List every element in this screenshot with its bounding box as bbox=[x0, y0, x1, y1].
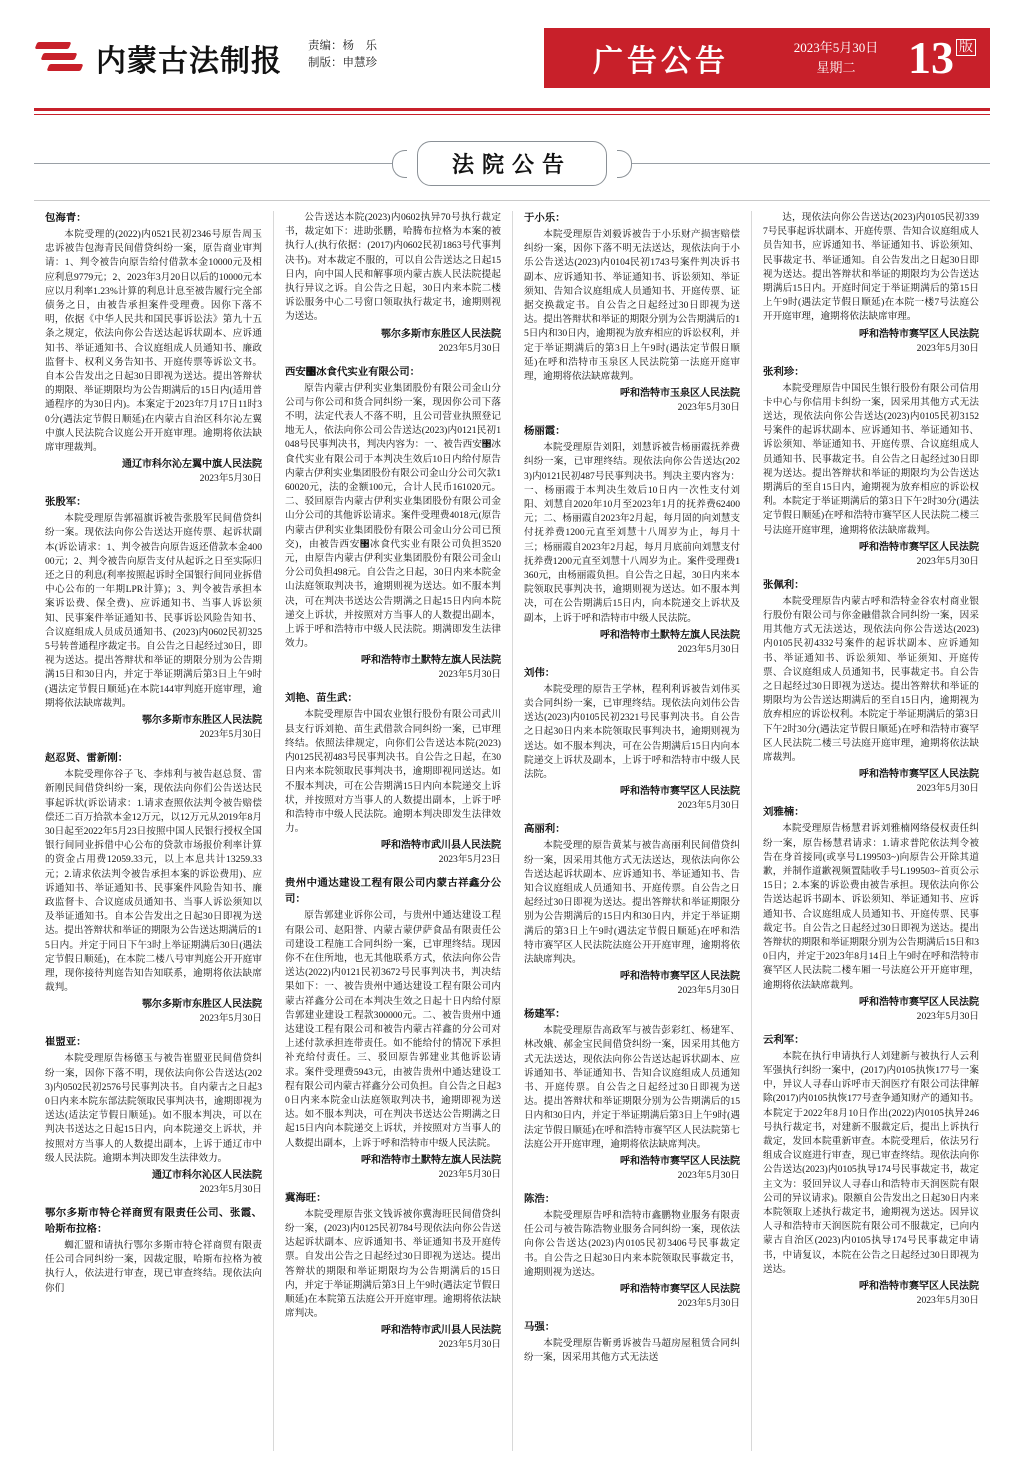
notice-body: 本院受理原告郭福旗诉被告张殷军民间借贷纠纷一案。现依法向你公告送达开庭传票、起诉状副本(诉讼请求：1、判令被告向原告返还借款本金40000元；2、判令被告向原告支付从起诉之日至实际归还之日的利息(利率按照起诉时全国银行间同业拆借中心公布的一年期LPR计算)；3、判令被告承担本案诉讼费、保全费)、应诉通知书、当事人诉讼须知、民事案件举证通知书、民事诉讼风险告知书、合议庭组成人员成员通知书、(2023)内0602民初3255号转普通程序裁定书。自公告之日起经过30日，即视为送达。提出答辩状和举证的期限分别为公告期满15日和30日内，并定于举证期满后第3日上午9时(遇法定节假日顺延)在本院144审判庭开庭审理，逾期将依法缺席裁判。 bbox=[45, 513, 262, 709]
notice-date: 2023年5月30日 bbox=[199, 729, 262, 741]
masthead-rule-thin bbox=[34, 114, 990, 115]
notice-date: 2023年5月30日 bbox=[677, 402, 740, 414]
section-cap-left bbox=[392, 150, 407, 178]
notice-party: 冀海旺： bbox=[285, 1192, 327, 1204]
notice-body: 本院受理原告中国民生银行股份有限公司信用卡中心与你信用卡纠纷一案，因采用其他方式无法送达，现依法向你公告送达(2023)内0105民初3152号案件的起诉状副本、应诉通知书、举证通知书、诉讼须知、举证通知书、开庭传票、合议庭组成人员通知书、民事裁定书。自公告之日起经过30日即视为送达。提出答辩状和举证的期限均为公告送达期满后的至自15日内，逾期视为放弃相应的诉讼权利。本院定于举证期满后的第3日下午2时30分(遇法定节假日顺延)在呼和浩特市赛罕区人民法院二楼三号法庭开庭审理，逾期将依法缺席裁判。 bbox=[763, 382, 979, 536]
column-4 bbox=[751, 211, 990, 1451]
paper-logo bbox=[34, 28, 282, 80]
section-cap-right bbox=[617, 150, 632, 178]
notice-date: 2023年5月30日 bbox=[916, 783, 979, 795]
notice-item bbox=[763, 211, 979, 356]
notice-party: 刘雅楠： bbox=[763, 807, 805, 819]
notice-party: 崔盟亚： bbox=[45, 1037, 87, 1049]
notice-date: 2023年5月30日 bbox=[677, 800, 740, 812]
notice-item bbox=[763, 805, 979, 1023]
notice-date: 2023年5月30日 bbox=[677, 1169, 740, 1181]
notice-item bbox=[285, 1191, 501, 1353]
notice-party: 西安঳冰食代实业有限公司： bbox=[285, 366, 421, 378]
notice-date: 2023年5月30日 bbox=[916, 1010, 979, 1022]
column-3 bbox=[512, 211, 751, 1451]
notice-item bbox=[763, 365, 979, 569]
notice-court: 呼和浩特市赛罕区人民法院 bbox=[620, 786, 740, 798]
notice-item bbox=[285, 365, 501, 683]
notice-court: 呼和浩特市赛罕区人民法院 bbox=[859, 541, 979, 553]
issue-weekday: 星期二 bbox=[816, 60, 856, 75]
notice-item bbox=[524, 211, 740, 415]
notice-date: 2023年5月30日 bbox=[677, 985, 740, 997]
notice-date: 2023年5月30日 bbox=[677, 1297, 740, 1309]
masthead-right bbox=[544, 28, 990, 88]
notice-court: 呼和浩特市赛罕区人民法院 bbox=[859, 769, 979, 781]
notice-party: 张利珍： bbox=[763, 366, 805, 378]
notice-item bbox=[45, 1035, 262, 1197]
notice-date: 2023年5月30日 bbox=[438, 342, 501, 354]
notice-body: 本院受理原告杨慧君诉刘雅楠网络侵权责任纠纷一案，原告杨慧君请求：1.请求普陀依法判令被告在身首接同(或享号L199503~)向原告公开除其道歉，并制作道歉视频置陆收手号L199503~首页公示15日；2.本案的诉讼费由被告承担。现依法向你公告送达起诉书副本、诉讼须知、举证通知书、应诉通知书、合议庭组成人员通知书、开庭传票、民事裁定书。自公告之日起经过30日即视为送达。提出答辩状的期限和举证期限分别为公告期满后15日和30日内，并定于2023年8月14日上午9时在呼和浩特市赛罕区人民法院二楼车厢一号法庭公开开庭审理，逾期将依法缺席裁判。 bbox=[763, 823, 979, 991]
notice-body: 本院受理原告高政军与被告彭彩红、杨建军、林改娥、郝金宝民间借贷纠纷一案，因采用其他方式无法送达，现依法向你公告送达起诉状副本、应诉通知书、举证通知书、告知合议庭组成人员通知书、开庭传票。自公告之日起经过30日即视为送达。提出答辩状和举证期限分别为公告期满后的15日内和30日内，并定于举证期满后第3日上午9时(遇法定节假日顺延)在呼和浩特市赛罕区人民法院第七法庭公开开庭审理，逾期将依法缺席判决。 bbox=[524, 1025, 740, 1150]
section-divider-right bbox=[632, 163, 990, 164]
notice-party: 张殷军： bbox=[45, 497, 87, 509]
notice-item bbox=[524, 1320, 740, 1365]
notice-court: 呼和浩特市赛罕区人民法院 bbox=[859, 328, 979, 340]
masthead bbox=[34, 28, 990, 106]
notice-body: 原告郭建业诉你公司，与贵州中通达建设工程有限公司、赵阳誉、内蒙古蒙伊萨食品有限责任公司建设工程施工合同纠纷一案，已审理终结。现因你不在住所地，也无其他联系方式，依法向你公告送达(2022)内0121民初3672号民事判决书，判决结果如下：一、被告贵州中通达建设工程有限公司内蒙古祥鑫分公司在本判决生效之日起十日内给付原告郭建业建设工程款300000元。二、被告贵州中通达建设工程有限公司和被告内蒙古祥鑫的分公司对上述付款承担连带责任。如不能给付的情况下承担补充给付责任。三、驳回原告郭建业其他诉讼请求。案件受理费5943元，由被告贵州中通达建设工程有限公司内蒙古祥鑫分公司负担。自公告之日起30日内来本院金山法庭领取判决书，逾期即视为送达。如不服本判决，可在判决书送达公告期满之日起15日内向本院递交上诉状，并按照对方当事人的人数提出副本，上诉于呼和浩特市中级人民法院。 bbox=[285, 910, 501, 1149]
notice-date: 2023年5月30日 bbox=[438, 1339, 501, 1351]
notice-date: 2023年5月30日 bbox=[199, 1013, 262, 1025]
notice-court: 鄂尔多斯市东胜区人民法院 bbox=[142, 999, 262, 1011]
notice-party: 于小乐： bbox=[524, 213, 566, 224]
section-divider-left bbox=[34, 163, 392, 164]
notice-item bbox=[45, 1206, 262, 1296]
notice-date: 2023年5月23日 bbox=[438, 854, 501, 866]
notice-date: 2023年5月30日 bbox=[438, 1168, 501, 1180]
notice-date: 2023年5月30日 bbox=[916, 1294, 979, 1306]
credit-layout: 制版：申慧珍 bbox=[308, 57, 377, 69]
page-number: 13 bbox=[908, 32, 954, 83]
notice-date: 2023年5月30日 bbox=[916, 342, 979, 354]
notice-body: 本院受理你谷子飞、李炜利与被告赵总贤、雷新刚民间借贷纠纷一案，现依法向你们公告送达民事起诉状(诉讼请求：1.请求查照依法判令被告赔偿偿还二百万拾款本金12万元，以12万元从2019年8月30日起至2022年5月23日按照中国人民银行授权全国银行间同业拆借中心公布的贷款市场报价利率计算的资金占用费12059.33元，以上本息共计13259.33元；2.请求依法判令被告承担本案的诉讼费用)、应诉通知书、举证通知书、民事案件风险告知书、廉政监督卡、合议庭成员通知书、当事人诉讼须知以及举证通知书。自本公告发出之日起30日即视为送达。提出答辩状和举证的期限为公告送达期满后的15日内。并定于同日下午3时上举证期满后30日(遇法定节假日顺延)，在本院二楼八号审判庭公开开庭审理，现你接待判庭告知告知联系，逾期将依法缺席裁判。 bbox=[45, 769, 262, 994]
notice-item bbox=[524, 424, 740, 657]
notice-date: 2023年5月30日 bbox=[677, 643, 740, 655]
credit-editor: 责编：杨 乐 bbox=[308, 40, 377, 52]
masthead-rule bbox=[34, 108, 990, 111]
notice-body: 原告内蒙古伊利实业集团股份有限公司金山分公司与你公司和货合同纠纷一案，现因你公司下落不明，法定代表人不落不明，且公司营业执照登记地无人，依法向你公司公告送达(2023)内0121民初1048号民事判决书，判决内容为：一、被告西安঳冰食代实业有限公司于本判决生效后10日内给付原告内蒙古伊利实业集团股份有限公司金山分公司欠款160020元，法的金额100元，合计人民币161020元。二、驳回原告内蒙古伊利实业集团股份有限公司金山分公司的其他诉讼请求。案件受理费4018元(原告内蒙古伊利实业集团股份有限公司金山分公司已预交)，由被告西安঳冰食代实业有限公司负担3520元，由原告内蒙古伊利实业集团股份有限公司金山分公司负担498元。自公告之日起，30日内来本院金山法庭领取判决书，逾期则视为送达。如不服本判决，可在判决书送达公告期满之日起15日内向本院递交上诉状，并按照对方当事人的人数提出副本，上诉于呼和浩特市中级人民法院。期满即发生法律效力。 bbox=[285, 382, 501, 650]
notice-court: 呼和浩特市赛罕区人民法院 bbox=[859, 1280, 979, 1292]
notice-court: 呼和浩特市土默特左旗人民法院 bbox=[361, 1154, 501, 1166]
notice-court: 呼和浩特市土默特左旗人民法院 bbox=[361, 655, 501, 667]
notice-body: 蜘汇盟和请执行鄂尔多斯市特仑祥商贸有限责任公司合同纠纷一案，因裁定服，哈斯布拉格为被执行人，依法进行审查，现已审查终结。现依法向你们 bbox=[45, 1239, 262, 1294]
notice-item bbox=[524, 1007, 740, 1183]
notice-body: 本院受理的原告王学林，程利利诉被告刘伟买卖合同纠纷一案，已审理终结。现依法向刘伟公告送达(2023)内0105民初2321号民事判决书。自公告之日起30日内来本院领取民事判决书，逾期则视为送达。如不服本判决，可在公告期满后15日内向本院递交上诉状及副本，上诉于呼和浩特市中级人民法院。 bbox=[524, 683, 740, 781]
notice-court: 通辽市科尔沁区人民法院 bbox=[152, 1169, 262, 1181]
page-unit: 版 bbox=[956, 39, 976, 56]
notice-party: 包海青： bbox=[45, 213, 87, 224]
notice-item bbox=[524, 1192, 740, 1311]
notice-body: 本院受理原告呼和浩特市鑫鹏物业服务有限责任公司与被告陈浩物业服务合同纠纷一案，现依法向你公告送达(2023)内0105民初3406号民事裁定书。自公告之日起30日内来本院领取民事裁定书，逾期则视为送达。 bbox=[524, 1209, 740, 1278]
notice-court: 呼和浩特市赛罕区人民法院 bbox=[620, 1155, 740, 1167]
notice-item bbox=[763, 1033, 979, 1308]
notice-item bbox=[524, 666, 740, 813]
notice-party: 陈浩： bbox=[524, 1193, 556, 1205]
notice-court: 通辽市科尔沁左翼中旗人民法院 bbox=[122, 459, 262, 471]
notice-item bbox=[524, 822, 740, 998]
notice-body: 本院受理原告刘阳，刘慧诉被告杨丽霞抚养费纠纷一案，已审理终结。现依法向你公告送达(2023)内0121民初487号民事判决书。判决主要内容为：一、杨丽霞于本判决生效后10日内一次性支付刘阳、刘慧自2020年10月至2023年1月的抚养费62400元；二、杨丽霞自2023年2月起，每月固的向刘慧支付抚养费1200元直至刘慧十八周岁为止，每月十三；杨丽霞自2023年2月起，每月月底前向刘慧支付抚养费1200元直至刘慧十八周岁为止。案件受理费1360元，由杨丽霞负担。自公告之日起，30日内来本院领取民事判决书，逾期则视为送达。如不服本判决，可在公告期满后15日内，向本院递交上诉状及副本，上诉于呼和浩特市中级人民法院。 bbox=[524, 442, 740, 624]
notice-court: 呼和浩特市赛罕区人民法院 bbox=[859, 996, 979, 1008]
issue-date-line: 2023年5月30日 bbox=[793, 40, 879, 55]
section-title: 法院公告 bbox=[417, 141, 607, 186]
notice-court: 鄂尔多斯市东胜区人民法院 bbox=[142, 715, 262, 727]
notice-body: 达，现依法向你公告送达(2023)内0105民初3397号民事起诉状副本、开庭传票、告知合议庭组成人员告知书，应诉通知书、举证通知书、诉讼须知、民事裁定书、举证通知。自公告发出之日起30日即视为送达。提出答辩状和举证的期限均为公告送达期满后15日内。开庭时间定于举证期满后的第15日上午9时(遇法定节假日顺延)在本院一楼7号法庭公开开庭审理，逾期将依法缺席审理。 bbox=[763, 212, 979, 323]
notice-party: 鄂尔多斯市特仑祥商贸有限责任公司、张霞、哈斯布拉格： bbox=[45, 1207, 262, 1235]
notice-body: 本院受理的(2022)内0521民初2346号原告周玉忠诉被告包海青民间借贷纠纷一案，原告商业审判请：1、判令被告向原告给付借款本金10000元及相应利息9779元；2、2023年3月20日以后的10000元本应以月利率1.23%计算的利息计息至被告履行完全部债务之日，由被告承担案件受理费。因你下落不明，依据《中华人民共和国民事诉讼法》第九十五条之规定，依法向你公告送达起诉状副本、应诉通知书、举证通知书、合议庭组成人员通知书、廉政监督卡、权利义务告知书、开庭传票等诉讼文书。自本公告发出之日起30日即视为送达。提出答辩状的期限、举证期限均为公告期满后的15日内(适用普通程序的为30日内)。本案定于2023年7月17日11时30分(遇法定节假日顺延)在内蒙古自治区科尔沁左翼中旗人民法院合议庭公开开庭审理。逾期将依法缺席审理裁判。 bbox=[45, 229, 262, 454]
notice-body: 公告送达本院(2023)内0602执异70号执行裁定书，裁定如下：进助张鹏，哈腾布拉格为本案的被执行人(执行依据：(2017)内0602民初1863号代事判决书)。对本裁定不服的，可以自公告送达之日起15日内，向中国人民和解事项内蒙古族人民法院提起执行异议之诉。自公告之日起，30日内来本院二楼诉讼服务中心二号窗口领取执行裁定书，逾期则视为送达。 bbox=[285, 212, 501, 323]
column-1 bbox=[34, 211, 273, 1451]
notice-body: 本院受理原告张文钱诉被你冀海旺民间借贷纠纷一案，(2023)内0125民初784号现依法向你公告送达起诉状副本、应诉通知书、举证通知书及开庭传票。自发出公告之日起经过30日即视为送达。提出答辩状的期限和举证期限均为公告期满后的15日内，并定于举证期满后第3日上午9时(遇法定节假日顺延)在本院第五法庭公开开庭审理。逾期将依法缺席判决。 bbox=[285, 1208, 501, 1320]
notice-party: 杨丽霞： bbox=[524, 426, 566, 438]
section-banner-title: 广告公告 bbox=[544, 28, 774, 88]
notice-body: 本院受理原告刘毅诉被告于小乐财产损害赔偿纠纷一案，因你下落不明无法送达，现依法向于小乐公告送达(2023)内0104民初1743号案件判决诉书副本、应诉通知书、举证通知书、诉讼须知、举证须知、告知合议庭组成人员通知书、开庭传票、证据交换裁定书。自公告之日起经过30日即视为送达。提出答辩状和举证的期限分别为公告期满后的15日内和30日内，逾期视为放弃相应的诉讼权利，并定于举证期满后的第3日上午9时(遇法定节假日顺延)在呼和浩特市玉泉区人民法院第一法庭开庭审理，逾期将依法缺席裁判。 bbox=[524, 229, 740, 383]
notice-party: 张佩利： bbox=[763, 579, 805, 591]
red-slash-logo-icon bbox=[34, 36, 88, 80]
notice-party: 贵州中通达建设工程有限公司内蒙古祥鑫分公司： bbox=[285, 878, 501, 906]
notice-court: 呼和浩特市武川县人民法院 bbox=[381, 1325, 501, 1337]
paper-name: 内蒙古法制报 bbox=[96, 45, 282, 78]
notice-date: 2023年5月30日 bbox=[199, 473, 262, 485]
notice-party: 刘艳、苗生武： bbox=[285, 693, 358, 705]
notice-item bbox=[285, 211, 501, 356]
notice-date: 2023年5月30日 bbox=[916, 555, 979, 567]
notice-court: 呼和浩特市赛罕区人民法院 bbox=[620, 971, 740, 983]
notice-item bbox=[285, 691, 501, 867]
credits bbox=[308, 28, 377, 72]
issue-date bbox=[774, 28, 898, 88]
notice-party: 高丽利： bbox=[524, 824, 566, 836]
notice-date: 2023年5月30日 bbox=[199, 1183, 262, 1195]
notice-body: 本院受理原告中国农业银行股份有限公司武川县支行诉刘艳、苗生武借款合同纠纷一案，已审理终结。依照法律规定，向你们公告送达本院(2023)内0125民初483号民事判决书。自公告之日起，在30日内来本院领取民事判决书，逾期即视同送达。如不服本判决，可在公告期满15日内向本院递交上诉状，并按照对方当事人的人数提出副本，上诉于呼和浩特市中级人民法院。逾期本判决即发生法律效力。 bbox=[285, 709, 501, 835]
notice-party: 刘伟： bbox=[524, 667, 556, 679]
notice-item bbox=[45, 495, 262, 742]
notice-court: 呼和浩特市武川县人民法院 bbox=[381, 840, 501, 852]
notice-body: 本院受理的原告黄某与被告高丽利民间借贷纠纷一案，因采用其他方式无法送达，现依法向你公告送达起诉状副本、应诉通知书、举证通知书、告知合议庭组成人员通知书、开庭传票。自公告之日起经过30日即视为送达。提出答辩状和举证期限分别为公告期满后的15日内和30日内，并定于举证期满后的第3日上午9时(遇法定节假日顺延)在呼和浩特市赛罕区人民法院法庭公开开庭审理，逾期将依法缺席判决。 bbox=[524, 840, 740, 965]
section-header bbox=[34, 141, 990, 186]
notice-party: 云利军： bbox=[763, 1034, 805, 1046]
notice-item bbox=[45, 211, 262, 486]
notice-item bbox=[45, 751, 262, 1026]
notice-body: 本院受理原告内蒙古呼和浩特金谷农村商业银行股份有限公司与你金融借款合同纠纷一案，因采用其他方式无法送达，现依法向你公告送达(2023)内0105民初4332号案件的起诉状副本、应诉通知书、举证通知书、诉讼须知、举证须知、开庭传票、合议庭组成人员通知书，民事裁定书。自公告之日起经过30日即视为送达。提出答辩状和举证的期限均为公告送达期满后的至自15日内，逾期视为放弃相应的诉讼权利。本院定于举证期满后的第3日下午2时30分(遇法定节假日顺延)在呼和浩特市赛罕区人民法院二楼三号法庭开庭审理，逾期将依法缺席裁判。 bbox=[763, 595, 979, 764]
notice-body: 本院在执行申请执行人刘建新与被执行人云利军强执行纠纷一案中，(2017)内0105执恢177号一案中，异议人寻春山诉呼市天润医疗有限公司法律解除(2017)内0105执恢177号查争通知财产的通知书。本院定于2022年8月10日作出(2022)内0105执异246号执行裁定书，对建新不服裁定后，提出上诉执行裁定，发回本院重新审查。本院受理后，依法另行组成合议庭进行审查，现已审查终结。现依法向你公告送达(2023)内0105执导174号民事裁定书，裁定主文为：驳回异议人寻春山和浩特市天润医院有限公司的异议请求)。限额自公告发出之日起30日内来本院领取上述执行裁定书，逾期视为送达。因异议人寻和浩特市天润医院有限公司不服裁定，已向内蒙古自治区(2023)内0105执导174号民事裁定申请书，中请复议，本院在公告之日起经过30日即视为送达。 bbox=[763, 1050, 979, 1275]
page-number-badge bbox=[898, 28, 990, 88]
notice-court: 呼和浩特市赛罕区人民法院 bbox=[620, 1283, 740, 1295]
notice-body: 本院受理原告杨德玉与被告崔盟亚民间借贷纠纷一案，因你下落不明，现依法向你公告送达(2023)内0502民初2576号民事判决书。自内蒙古之日起30日内来本院东部法院领取民事判决书，逾期即视为送达(适法定节假日顺延)。如不服本判决，可以在判决书送达之日起15日内，向本院递交上诉状，并按照对方当事人的人数提出副本，上诉于通辽市中级人民法院。逾期本判决即发生法律效力。 bbox=[45, 1053, 262, 1164]
notice-item bbox=[285, 876, 501, 1181]
notice-court: 呼和浩特市土默特左旗人民法院 bbox=[600, 629, 740, 641]
notice-court: 鄂尔多斯市东胜区人民法院 bbox=[381, 328, 501, 340]
notice-date: 2023年5月30日 bbox=[438, 669, 501, 681]
column-2 bbox=[273, 211, 512, 1451]
notice-columns bbox=[34, 200, 990, 1451]
notice-court: 呼和浩特市玉泉区人民法院 bbox=[620, 388, 740, 400]
notice-party: 马强： bbox=[524, 1321, 556, 1333]
notice-party: 杨建军： bbox=[524, 1009, 566, 1021]
notice-item bbox=[763, 578, 979, 796]
notice-party: 赵忍贤、雷新刚： bbox=[45, 753, 129, 765]
notice-body: 本院受理原告靳勇诉被告马超房屋租赁合同纠纷一案，因采用其他方式无法送 bbox=[524, 1337, 740, 1364]
